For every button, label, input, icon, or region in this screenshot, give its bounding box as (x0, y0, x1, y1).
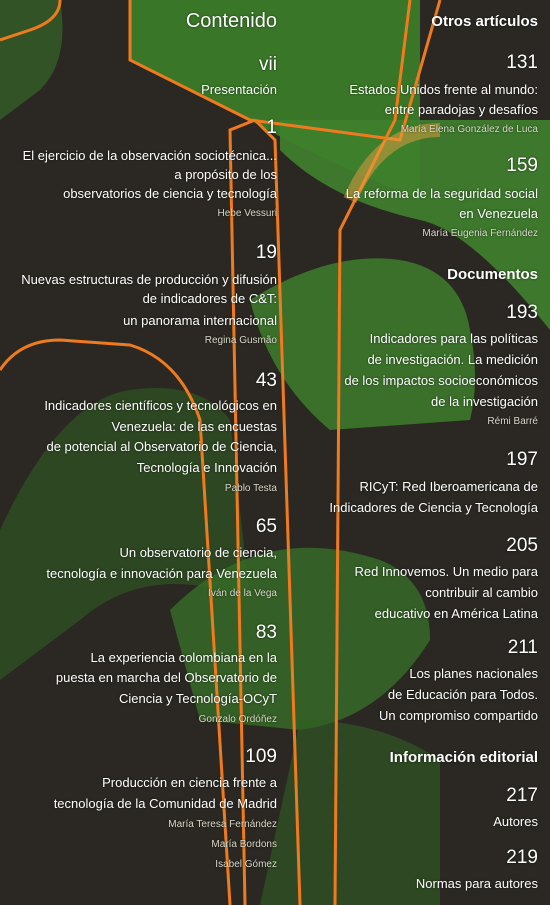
article-author: María Elena González de Luca (400, 124, 538, 135)
article-title: contribuir al cambio (425, 585, 538, 600)
page-number: 131 (506, 52, 538, 73)
article-title: en Venezuela (459, 206, 538, 221)
page-number: 1 (266, 117, 277, 138)
page-number: 43 (255, 370, 277, 391)
article-author: Rémi Barré (487, 416, 538, 427)
section-heading: Información editorial (389, 749, 538, 766)
page-number: 217 (506, 785, 538, 806)
page-number: 219 (506, 847, 538, 868)
article-title: Estados Unidos frente al mundo: (349, 82, 538, 97)
article-author: Gonzalo Ordóñez (198, 714, 277, 725)
article-title: Indicadores para las políticas (369, 331, 538, 346)
article-title: Un compromiso compartido (379, 708, 538, 723)
article-title: La reforma de la seguridad social (345, 186, 538, 201)
article-title: Presentación (201, 82, 277, 97)
page-number: 193 (506, 302, 538, 323)
page-number: 83 (255, 622, 277, 643)
article-title: un panorama internacional (123, 313, 277, 328)
article-title: de indicadores de C&T: (142, 291, 277, 306)
article-title: Indicadores de Ciencia y Tecnología (329, 500, 538, 515)
article-title: RICyT: Red Iberoamericana de (359, 479, 538, 494)
article-title: Venezuela: de las encuestas (111, 419, 277, 434)
article-title: Autores (493, 814, 538, 829)
article-author: María Teresa Fernández (168, 819, 277, 830)
article-author: Iván de la Vega (208, 588, 277, 599)
article-author: María Bordons (211, 839, 277, 850)
article-author: Isabel Gómez (215, 859, 277, 870)
article-title: de potencial al Observatorio de Ciencia, (46, 439, 277, 454)
article-title: de la investigación (431, 394, 538, 409)
article-title: puesta en marcha del Observatorio de (55, 670, 277, 685)
article-title: La experiencia colombiana en la (90, 650, 277, 665)
article-title: educativo en América Latina (374, 606, 538, 621)
article-title: Los planes nacionales (409, 666, 538, 681)
article-title: entre paradojas y desafíos (384, 102, 538, 117)
article-author: María Eugenia Fernández (422, 228, 538, 239)
page-number: 65 (255, 516, 277, 537)
article-title: de Educación para Todos. (387, 687, 538, 702)
article-title: El ejercicio de la observación sociotécnica... (22, 148, 277, 163)
article-title: tecnología e innovación para Venezuela (46, 566, 277, 581)
contents-heading: Contenido (185, 10, 277, 32)
article-title: de investigación. La medición (367, 352, 538, 367)
page-number: 159 (506, 155, 538, 176)
article-author: Pablo Testa (224, 483, 277, 494)
page-number: 205 (506, 535, 538, 556)
article-title: Indicadores científicos y tecnológicos en (44, 398, 277, 413)
page-number: 197 (506, 449, 538, 470)
article-title: Producción en ciencia frente a (102, 775, 277, 790)
section-heading: Documentos (447, 266, 538, 283)
article-title: Red Innovemos. Un medio para (354, 564, 538, 579)
article-author: Hebe Vessuri (217, 208, 277, 219)
page-number: 211 (507, 637, 538, 658)
article-title: Un observatorio de ciencia, (119, 545, 277, 560)
article-title: Nuevas estructuras de producción y difusión (21, 272, 277, 287)
article-author: Regina Gusmão (204, 335, 277, 346)
page-number: 109 (245, 746, 277, 767)
article-title: de los impactos socioeconómicos (344, 373, 538, 388)
article-title: a propósito de los (174, 167, 277, 182)
article-title: Tecnología e Innovación (136, 460, 277, 475)
section-heading: Otros artículos (431, 13, 538, 30)
article-title: tecnología de la Comunidad de Madrid (53, 796, 277, 811)
article-title: Ciencia y Tecnología-OCyT (119, 691, 277, 706)
article-title: Normas para autores (415, 876, 538, 891)
page-number: vii (259, 54, 277, 75)
article-title: observatorios de ciencia y tecnología (63, 186, 277, 201)
page-number: 19 (255, 242, 277, 263)
